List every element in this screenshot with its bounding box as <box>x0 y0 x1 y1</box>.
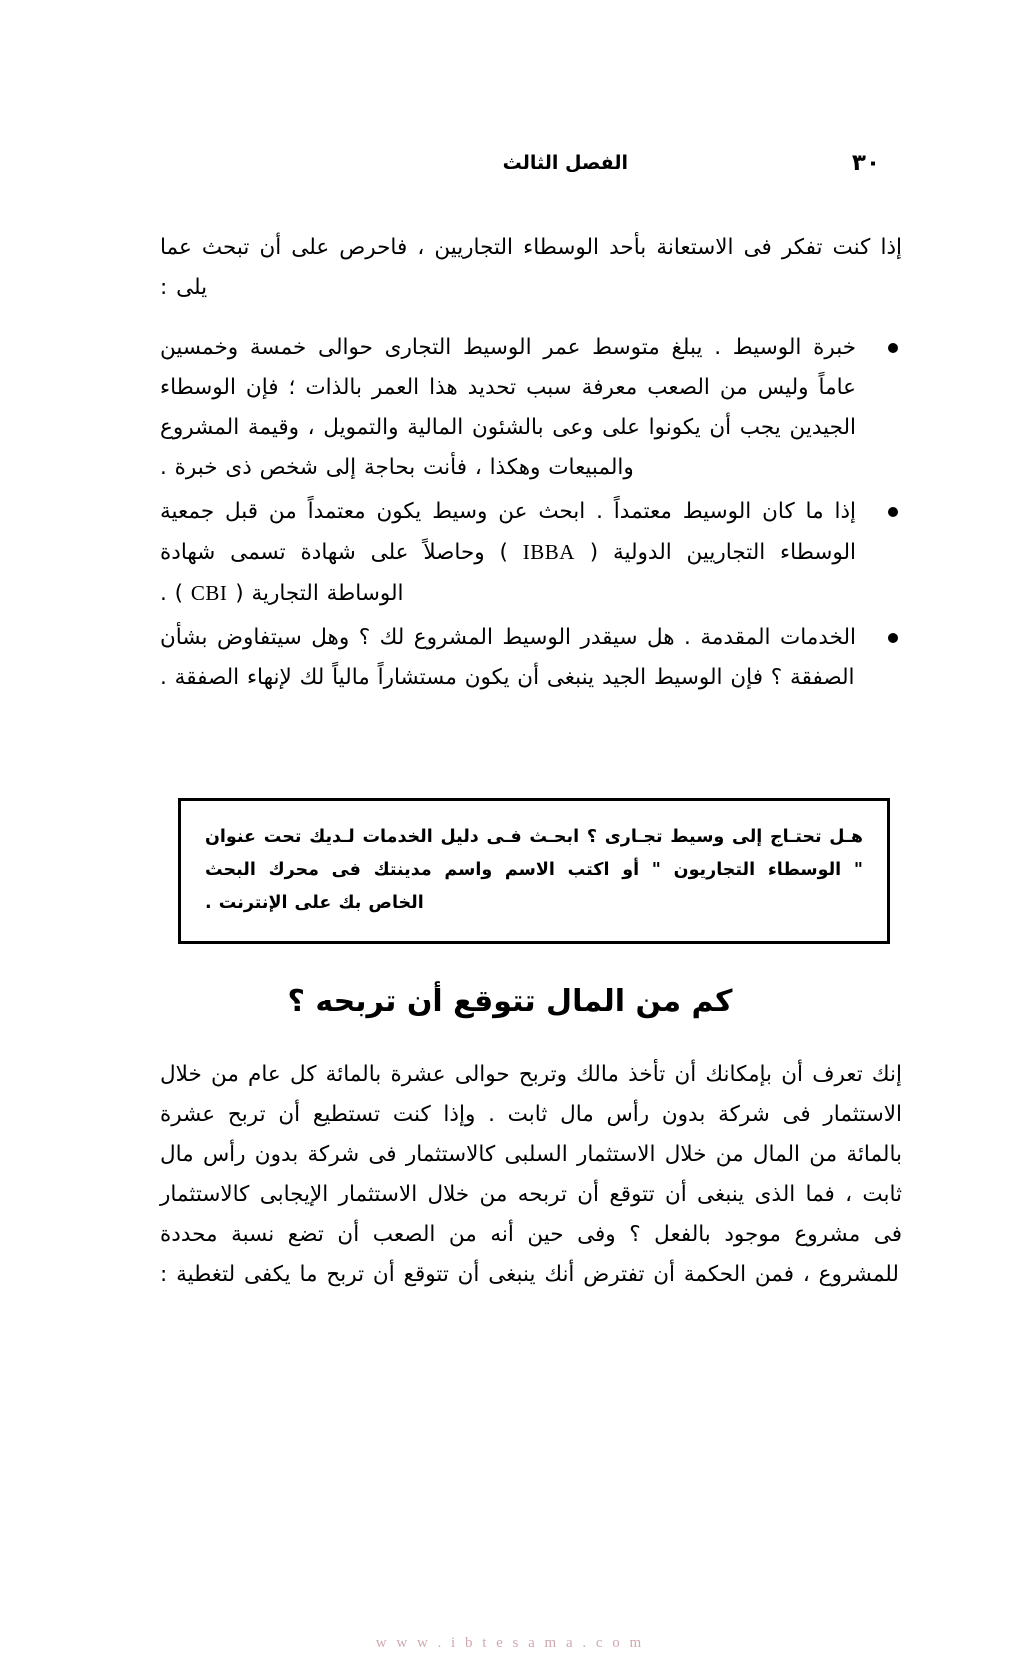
bullet-dot-icon <box>888 633 898 643</box>
running-head <box>0 148 1020 188</box>
callout-box <box>178 798 890 944</box>
criteria-bullet-list <box>160 328 902 698</box>
chapter-title: الفصل الثالث <box>502 152 628 174</box>
bullet-dot-icon <box>888 343 898 353</box>
bullet-item-broker-certification <box>160 492 902 614</box>
acronym-ibba: IBBA <box>522 540 575 564</box>
section-paragraph: إنك تعرف أن بإمكانك أن تأخذ مالك وتربح حوالى عشرة بالمائة كل عام من خلال الاستثمار فى شركة بدون رأس مال ثابت . وإذا كنت تستطيع أن تربح عشرة بالمائة من المال من خلال الاستثمار السلبى كالاستثمار فى شركة بدون رأس مال ثابت ، فما الذى ينبغى أن تتوقع أن تربحه من خلال الاستثمار الإيجابى كالاستثمار فى مشروع موجود بالفعل ؟ وفى حين أنه من الصعب أن تضع نسبة محددة للمشروع ، فمن الحكمة أن تفترض أنك ينبغى أن تتوقع أن تربح ما يكفى لتغطية : <box>160 1062 902 1287</box>
bullet-text: الخدمات المقدمة . هل سيقدر الوسيط المشروع لك ؟ وهل سيتفاوض بشأن الصفقة ؟ فإن الوسيط الجيد ينبغى أن يكون مستشاراً مالياً لك لإنهاء الصفقة . <box>160 625 856 690</box>
bullet-text-before: إذا ما كان الوسيط معتمداً . ابحث عن وسيط يكون معتمداً من قبل جمعية الوسطاء التجاريين الدولية ( <box>160 499 856 565</box>
callout-text: هـل تحتـاج إلى وسيط تجـارى ؟ ابحـث فـى دليل الخدمات لـديك تحت عنوان " الوسطاء التجاريون " أو اكتب الاسم واسم مدينتك فى محرك البحث الخاص بك على الإنترنت . <box>205 827 863 913</box>
bullet-item-services-offered <box>160 618 902 698</box>
acronym-cbi: CBI <box>190 581 228 605</box>
bullet-text: خبرة الوسيط . يبلغ متوسط عمر الوسيط التجارى حوالى خمسة وخمسين عاماً وليس من الصعب معرفة سبب تحديد هذا العمر بالذات ؛ فإن الوسطاء الجيدين يجب أن يكونوا على وعى بالشئون المالية والتمويل ، وقيمة المشروع والمبيعات وهكذا ، فأنت بحاجة إلى شخص ذى خبرة . <box>160 335 856 480</box>
intro-paragraph: إذا كنت تفكر فى الاستعانة بأحد الوسطاء التجاريين ، فاحرص على أن تبحث عما يلى : <box>160 235 902 300</box>
watermark-footer: w w w . i b t e s a m a . c o m <box>375 1635 645 1651</box>
main-text-column <box>160 228 902 702</box>
bullet-item-broker-experience <box>160 328 902 488</box>
lower-text-column <box>160 1055 902 1315</box>
bullet-text-after: ) . <box>160 581 191 606</box>
bullet-dot-icon <box>888 507 898 517</box>
page-number: ٣٠ <box>851 150 880 176</box>
bullet-text-middle: ) وحاصلاً على شهادة تسمى شهادة الوساطة التجارية ( <box>160 540 523 606</box>
section-heading: كم من المال تتوقع أن تربحه ؟ <box>287 984 733 1019</box>
